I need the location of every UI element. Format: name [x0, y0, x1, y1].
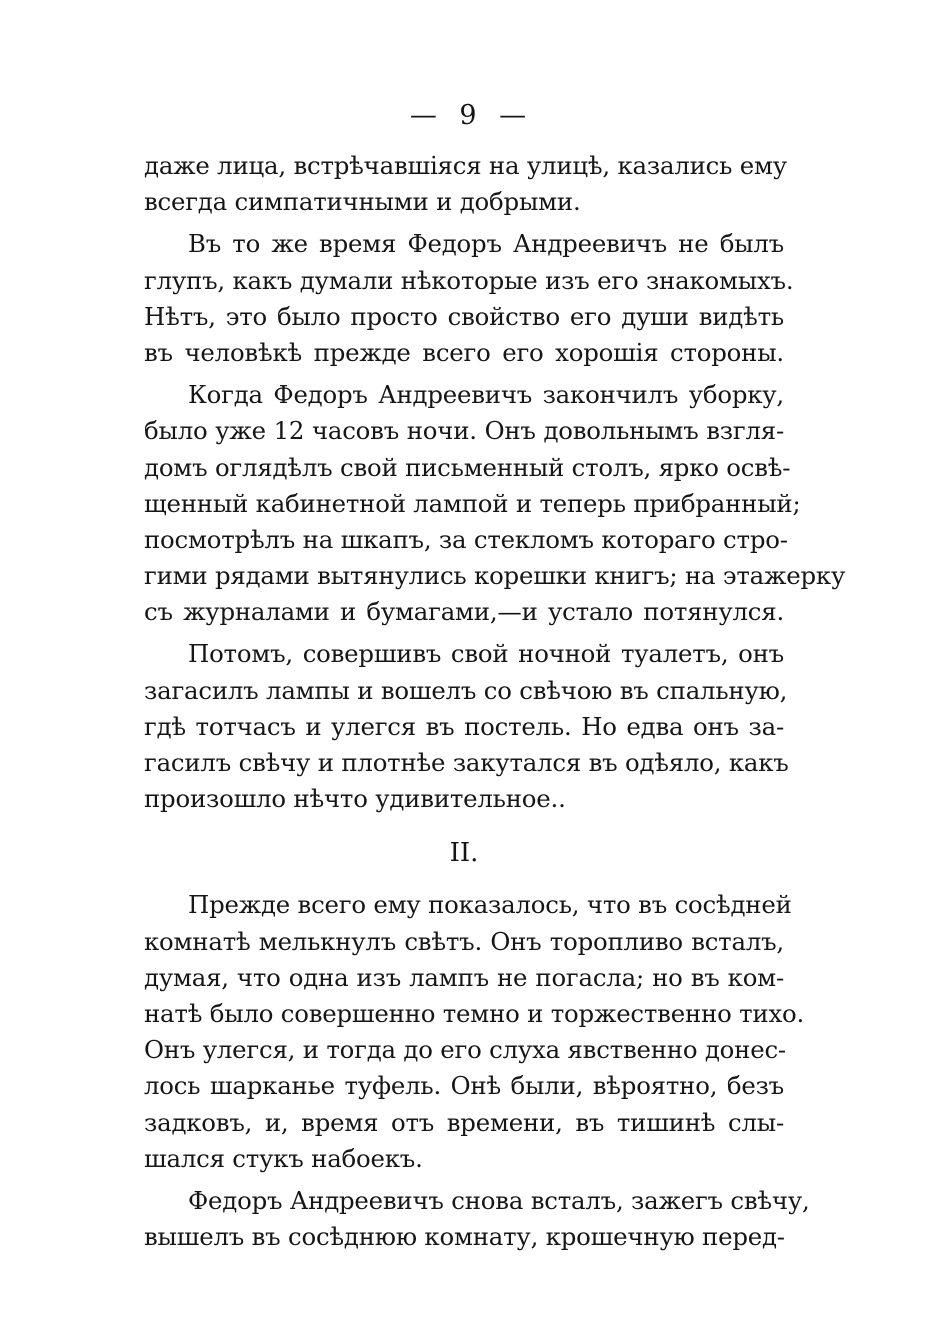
text-line: Федоръ Андреевичъ снова всталъ, зажегъ свѣчу,	[188, 1185, 810, 1215]
body-text	[144, 148, 846, 1255]
text-line: шался стукъ набоекъ.	[144, 1143, 423, 1173]
text-line: глупъ, какъ думали нѣкоторые изъ его знакомыхъ.	[144, 265, 794, 295]
text-line: домъ оглядѣлъ свой письменный столъ, ярко освѣ-	[144, 452, 791, 482]
text-line: гими рядами вытянулись корешки книгъ; на этажерку	[144, 561, 846, 591]
text-line: думая, что одна изъ лампъ не погасла; но въ ком-	[144, 962, 784, 992]
text-line: Потомъ, совершивъ свой ночной туалетъ, онъ	[188, 639, 784, 669]
text-line: лось шарканье туфель. Онѣ были, вѣроятно, безъ	[144, 1071, 784, 1101]
text-line: Нѣтъ, это было просто свойство его души видѣть	[144, 301, 784, 331]
text-line: щенный кабинетной лампой и теперь прибранный;	[144, 488, 801, 518]
text-line: Онъ улегся, и тогда до его слуха явственно донес-	[144, 1035, 786, 1065]
text-line: всегда симпатичными и добрыми.	[144, 187, 581, 217]
text-line: въ человѣкѣ прежде всего его хорошія стороны.	[144, 337, 784, 367]
text-line: задковъ, и, время отъ времени, въ тишинѣ слы-	[144, 1107, 784, 1137]
text-line: Когда Федоръ Андреевичъ закончилъ уборку,	[188, 380, 784, 410]
page-number: — 9 —	[409, 100, 527, 131]
text-line: комнатѣ мелькнулъ свѣтъ. Онъ торопливо всталъ,	[144, 926, 784, 956]
text-line: гасилъ свѣчу и плотнѣе закутался въ одѣяло, какъ	[144, 748, 789, 777]
text-line: натѣ было совершенно темно и торжественно тихо.	[144, 998, 805, 1028]
text-line: произошло нѣчто удивительное..	[144, 784, 566, 814]
text-line: Въ то же время Федоръ Андреевичъ не былъ	[188, 229, 784, 259]
chapter-heading: II.	[449, 838, 479, 869]
text-line: было уже 12 часовъ ночи. Онъ довольнымъ взгля-	[144, 416, 784, 446]
text-line: посмотрѣлъ на шкапъ, за стекломъ котораго стро-	[144, 524, 788, 554]
text-line: гдѣ тотчасъ и улегся въ постель. Но едва онъ за-	[144, 711, 784, 741]
text-line: вышелъ въ сосѣднюю комнату, крошечную перед-	[144, 1222, 785, 1252]
text-line: Прежде всего ему показалось, что въ сосѣдней	[188, 890, 792, 920]
text-line: съ журналами и бумагами,—и устало потянулся.	[144, 597, 784, 627]
text-line: даже лица, встрѣчавшіяся на улицѣ, казались ему	[144, 151, 787, 180]
text-line: загасилъ лампы и вошелъ со свѣчою въ спальную,	[144, 675, 788, 705]
